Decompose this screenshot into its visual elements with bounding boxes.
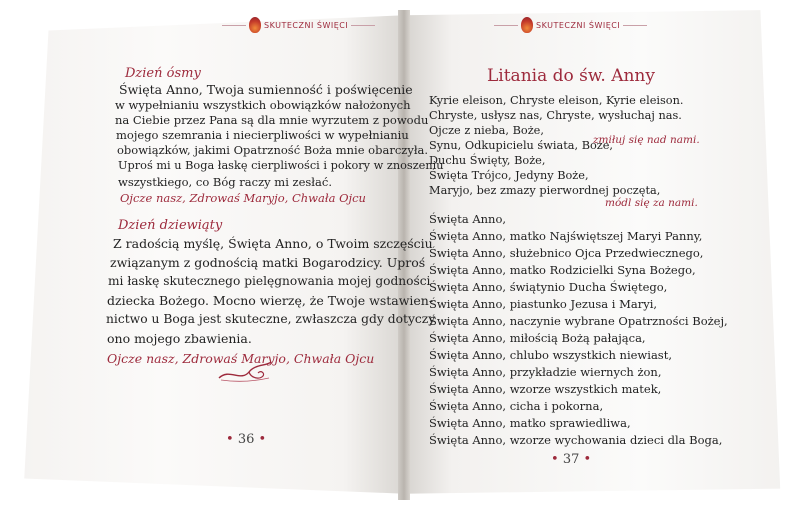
litany-response: módl się za nami.	[605, 197, 698, 209]
litany-line: Święta Anno, świątynio Ducha Świętego,	[429, 280, 668, 294]
litany-title: Litania do św. Anny	[487, 66, 655, 86]
day9-line: nictwo u Boga jest skuteczne, zwłaszcza gdy dotyczy	[106, 312, 436, 326]
series-logo-right	[494, 17, 647, 33]
litany-line: Maryjo, bez zmazy pierwordnej poczęta,	[429, 184, 661, 197]
day8-line: Święta Anno, Twoja sumienność i poświęcenie	[119, 82, 413, 97]
day8-line: obowiązków, jakimi Opatrzność Boża mnie obarczyła.	[117, 143, 429, 157]
day8-line: wszystkiego, co Bóg raczy mi zesłać.	[118, 175, 332, 189]
day8-line: mojego szemrania i niecierpliwości w wypełnianiu	[116, 128, 409, 142]
page-number-right	[551, 452, 591, 467]
logo-rule	[494, 25, 518, 26]
logo-rule	[623, 25, 647, 26]
litany-line: Święta Anno, piastunko Jezusa i Maryi,	[429, 297, 658, 311]
flourish-ornament-icon	[215, 358, 275, 384]
litany-line: Święta Anno, przykładzie wiernych żon,	[429, 365, 662, 379]
litany-line: Święta Anno,	[429, 212, 507, 226]
litany-line: Synu, Odkupicielu świata, Boże,	[429, 139, 614, 152]
litany-line: Duchu Święty, Boże,	[429, 154, 546, 167]
flame-icon	[521, 17, 533, 33]
litany-line: Święta Trójco, Jedyny Boże,	[429, 169, 589, 182]
litany-line: Święta Anno, wzorze wychowania dzieci dla Boga,	[429, 433, 723, 447]
flame-icon	[249, 17, 261, 33]
bullet-icon: •	[583, 452, 592, 467]
litany-line: Święta Anno, matko Rodzicielki Syna Bożego,	[429, 263, 696, 277]
litany-response: zmiłuj się nad nami.	[593, 134, 700, 146]
litany-line: Święta Anno, cicha i pokorna,	[429, 399, 604, 413]
litany-line: Święta Anno, naczynie wybrane Opatrzności Bożej,	[429, 314, 728, 328]
page-number-value: 37	[562, 452, 580, 467]
day8-line: Uproś mi u Boga łaskę cierpliwości i pokory w znoszeniu	[118, 159, 444, 172]
day8-line: na Ciebie przez Pana są dla mnie wyrzutem z powodu	[115, 113, 429, 127]
page-number-value: 36	[237, 432, 255, 447]
litany-line: Święta Anno, chlubo wszystkich niewiast,	[429, 348, 672, 362]
litany-line: Ojcze z nieba, Boże,	[429, 124, 544, 137]
day9-heading: Dzień dziewiąty	[118, 218, 223, 233]
logo-rule	[222, 25, 246, 26]
litany-line: Chryste, usłysz nas, Chryste, wysłuchaj nas.	[429, 109, 682, 122]
day9-line: dziecka Bożego. Mocno wierzę, że Twoje wstawien-	[107, 293, 434, 308]
litany-line: Święta Anno, wzorze wszystkich matek,	[429, 382, 662, 396]
logo-rule	[351, 25, 375, 26]
day9-rubric: Ojcze nasz, Zdrowaś Maryjo, Chwała Ojcu	[107, 351, 375, 366]
series-logo-left	[222, 17, 375, 33]
bullet-icon: •	[551, 452, 559, 467]
day8-heading: Dzień ósmy	[125, 66, 201, 81]
litany-line: Święta Anno, miłością Bożą pałająca,	[429, 331, 646, 345]
litany-line: Święta Anno, matko sprawiedliwa,	[429, 416, 631, 430]
day9-line: ono mojego zbawienia.	[107, 331, 252, 346]
logo-text: SKUTECZNI ŚWIĘCI	[536, 20, 621, 30]
bullet-icon: •	[258, 432, 267, 447]
day9-line: mi łaskę skutecznego pielęgnowania mojej godności	[108, 274, 431, 288]
logo-text: SKUTECZNI ŚWIĘCI	[264, 20, 349, 30]
day9-line: Z radością myślę, Święta Anno, o Twoim szczęściu	[113, 236, 433, 251]
bullet-icon: •	[226, 432, 234, 447]
page-number-left	[226, 432, 266, 447]
litany-line: Kyrie eleison, Chryste eleison, Kyrie eleison.	[429, 94, 684, 107]
day9-line: związanym z godnością matki Bogarodzicy. Uproś	[110, 255, 426, 270]
day8-rubric: Ojcze nasz, Zdrowaś Maryjo, Chwała Ojcu	[120, 191, 366, 205]
day8-line: w wypełnianiu wszystkich obowiązków nałożonych	[115, 98, 411, 112]
litany-line: Święta Anno, matko Najświętszej Maryi Panny,	[429, 229, 703, 243]
litany-line: Święta Anno, służebnico Ojca Przedwiecznego,	[429, 246, 704, 260]
